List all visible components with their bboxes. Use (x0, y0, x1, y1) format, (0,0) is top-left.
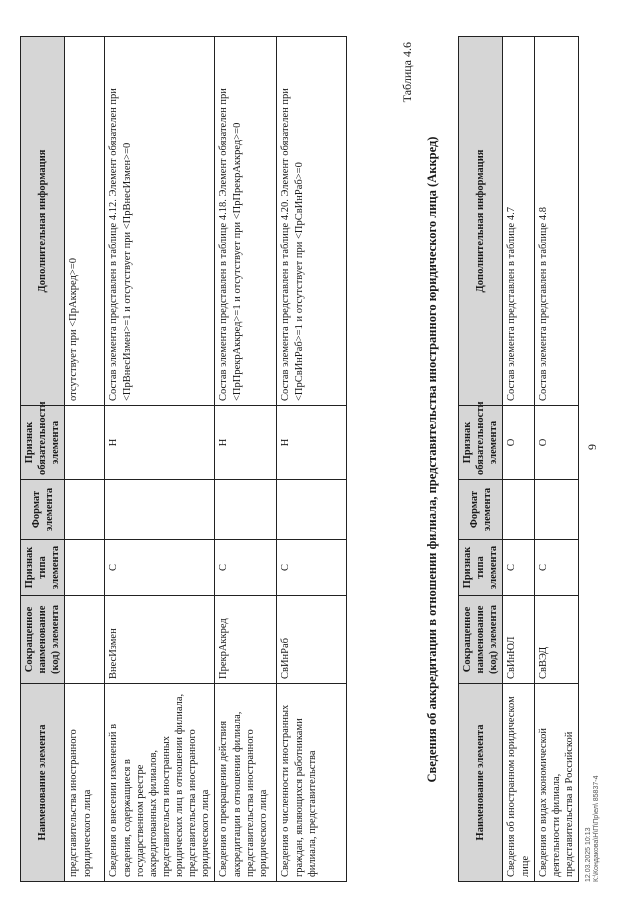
cell-format (215, 480, 277, 540)
cell-type (65, 540, 105, 596)
cell-format (503, 480, 534, 540)
header-required: Признак обязательности элемента (21, 406, 65, 480)
cell-type: С (215, 540, 277, 596)
header-format: Формат элемента (21, 480, 65, 540)
header-code: Сокращенное наименование (код) элемента (459, 596, 503, 684)
header-name: Наименование элемента (459, 684, 503, 882)
cell-name: Сведения о прекращении действия аккредитации в отношении филиала, представительства иностранного юридического лица (215, 684, 277, 882)
header-type: Признак типа элемента (21, 540, 65, 596)
cell-format (105, 480, 215, 540)
cell-required: Н (215, 406, 277, 480)
section-title: Сведения об аккредитации в отношении филиала, представительства иностранного юридического лица (Аккред) (425, 136, 439, 783)
cell-code: СвИнРаб (277, 596, 347, 684)
cell-info: отсутствует при <ПрАккред>=0 (65, 37, 105, 406)
table-header-row (459, 37, 503, 882)
cell-required: Н (277, 406, 347, 480)
footer-line: К:\Кондакова\Н\П\Пр\ел\ 85837-4 (593, 775, 601, 882)
cell-name: Сведения о внесении изменений в сведения, содержащиеся в государственном реестре аккредитованных филиалов, представительств иностранных юридических лиц в отношении филиала, представительства иностранного юридического лица (105, 684, 215, 882)
cell-info: Состав элемента представлен в таблице 4.18. Элемент обязателен при <ПрПрекрАккред>=1 и отсутствует при <ПрПрекрАккред>=0 (215, 37, 277, 406)
cell-info: Состав элемента представлен в таблице 4.12. Элемент обязателен при <ПрВнесИзмен>=1 и отсутствует при <ПрВнесИзмен>=0 (105, 37, 215, 406)
cell-format (534, 480, 578, 540)
header-required: Признак обязательности элемента (459, 406, 503, 480)
header-type: Признак типа элемента (459, 540, 503, 596)
cell-name: представительства иностранного юридического лица (65, 684, 105, 882)
table-number-label: Таблица 4.6 (400, 42, 414, 103)
cell-name: Сведения о видах экономической деятельности филиала, представительства в Российской (534, 684, 578, 882)
cell-format (277, 480, 347, 540)
cell-required (65, 406, 105, 480)
cell-format (65, 480, 105, 540)
table-continued (20, 36, 347, 882)
table-header-row (21, 37, 65, 882)
cell-required: О (503, 406, 534, 480)
cell-required: Н (105, 406, 215, 480)
header-code: Сокращенное наименование (код) элемента (21, 596, 65, 684)
cell-type: С (503, 540, 534, 596)
table-row (277, 37, 347, 882)
cell-info: Состав элемента представлен в таблице 4.8 (534, 37, 578, 406)
cell-code (65, 596, 105, 684)
table-row (105, 37, 215, 882)
table-4-6 (458, 36, 579, 882)
header-info: Дополнительная информация (459, 37, 503, 406)
cell-name: Сведения об иностранном юридическом лице (503, 684, 534, 882)
cell-info: Состав элемента представлен в таблице 4.20. Элемент обязателен при <ПрСвИнРаб>=1 и отсутствует при <ПрСвИнРаб>=0 (277, 37, 347, 406)
cell-required: О (534, 406, 578, 480)
header-name: Наименование элемента (21, 684, 65, 882)
table-row (65, 37, 105, 882)
header-info: Дополнительная информация (21, 37, 65, 406)
header-format: Формат элемента (459, 480, 503, 540)
table-row (503, 37, 534, 882)
cell-type: С (105, 540, 215, 596)
cell-type: С (277, 540, 347, 596)
cell-code: ПрекрАккред (215, 596, 277, 684)
footer-stamp (585, 776, 602, 882)
cell-info: Состав элемента представлен в таблице 4.7 (503, 37, 534, 406)
cell-code: ВнесИзмен (105, 596, 215, 684)
table-row (534, 37, 578, 882)
cell-code: СвИнЮЛ (503, 596, 534, 684)
page-number: 9 (585, 444, 599, 450)
footer-line: 12.03.2025 10:13 (585, 827, 592, 882)
cell-code: СвВЭД (534, 596, 578, 684)
table-row (215, 37, 277, 882)
cell-type: С (534, 540, 578, 596)
cell-name: Сведения о численности иностранных граждан, являющихся работниками филиала, представительства (277, 684, 347, 882)
